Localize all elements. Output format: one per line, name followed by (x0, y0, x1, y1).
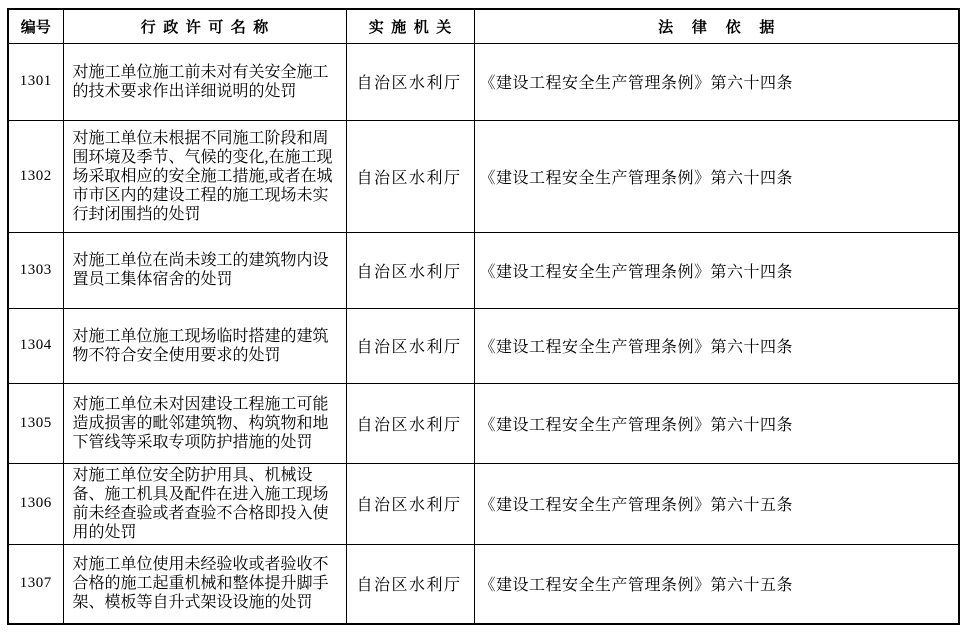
legal-basis-cell: 《建设工程安全生产管理条例》第六十四条 (474, 308, 959, 383)
row-id-cell: 1305 (8, 383, 63, 463)
legal-basis-cell: 《建设工程安全生产管理条例》第六十四条 (474, 120, 959, 232)
table-row (8, 43, 959, 120)
legal-basis-cell: 《建设工程安全生产管理条例》第六十五条 (474, 463, 959, 544)
agency-cell: 自治区水利厅 (346, 383, 474, 463)
table-row (8, 308, 959, 383)
header-cell-agency: 实 施 机 关 (346, 9, 474, 43)
agency-cell: 自治区水利厅 (346, 120, 474, 232)
license-name-cell: 对施工单位使用未经验收或者验收不合格的施工起重机械和整体提升脚手架、模板等自升式架设设施的处罚 (63, 544, 346, 624)
legal-basis-cell: 《建设工程安全生产管理条例》第六十四条 (474, 43, 959, 120)
header-cell-legal: 法 律 依 据 (474, 9, 959, 43)
license-name-cell: 对施工单位在尚未竣工的建筑物内设置员工集体宿舍的处罚 (63, 232, 346, 308)
legal-basis-cell: 《建设工程安全生产管理条例》第六十四条 (474, 383, 959, 463)
table-row (8, 120, 959, 232)
table-row (8, 383, 959, 463)
table-row (8, 544, 959, 624)
legal-basis-cell: 《建设工程安全生产管理条例》第六十四条 (474, 232, 959, 308)
header-cell-name: 行 政 许 可 名 称 (63, 9, 346, 43)
agency-cell: 自治区水利厅 (346, 232, 474, 308)
table-row (8, 463, 959, 544)
header-cell-id: 编号 (8, 9, 63, 43)
agency-cell: 自治区水利厅 (346, 308, 474, 383)
admin-license-table (7, 8, 960, 625)
row-id-cell: 1304 (8, 308, 63, 383)
legal-basis-cell: 《建设工程安全生产管理条例》第六十五条 (474, 544, 959, 624)
row-id-cell: 1306 (8, 463, 63, 544)
license-name-cell: 对施工单位施工现场临时搭建的建筑物不符合安全使用要求的处罚 (63, 308, 346, 383)
row-id-cell: 1307 (8, 544, 63, 624)
row-id-cell: 1303 (8, 232, 63, 308)
agency-cell: 自治区水利厅 (346, 544, 474, 624)
agency-cell: 自治区水利厅 (346, 463, 474, 544)
agency-cell: 自治区水利厅 (346, 43, 474, 120)
license-name-cell: 对施工单位未根据不同施工阶段和周围环境及季节、气候的变化,在施工现场采取相应的安全施工措施,或者在城市市区内的建设工程的施工现场未实行封闭围挡的处罚 (63, 120, 346, 232)
license-name-cell: 对施工单位安全防护用具、机械设备、施工机具及配件在进入施工现场前未经查验或者查验不合格即投入使用的处罚 (63, 463, 346, 544)
document-page (7, 8, 958, 625)
row-id-cell: 1301 (8, 43, 63, 120)
license-name-cell: 对施工单位未对因建设工程施工可能造成损害的毗邻建筑物、构筑物和地下管线等采取专项防护措施的处罚 (63, 383, 346, 463)
table-row (8, 232, 959, 308)
license-name-cell: 对施工单位施工前未对有关安全施工的技术要求作出详细说明的处罚 (63, 43, 346, 120)
table-header-row (8, 9, 959, 43)
row-id-cell: 1302 (8, 120, 63, 232)
